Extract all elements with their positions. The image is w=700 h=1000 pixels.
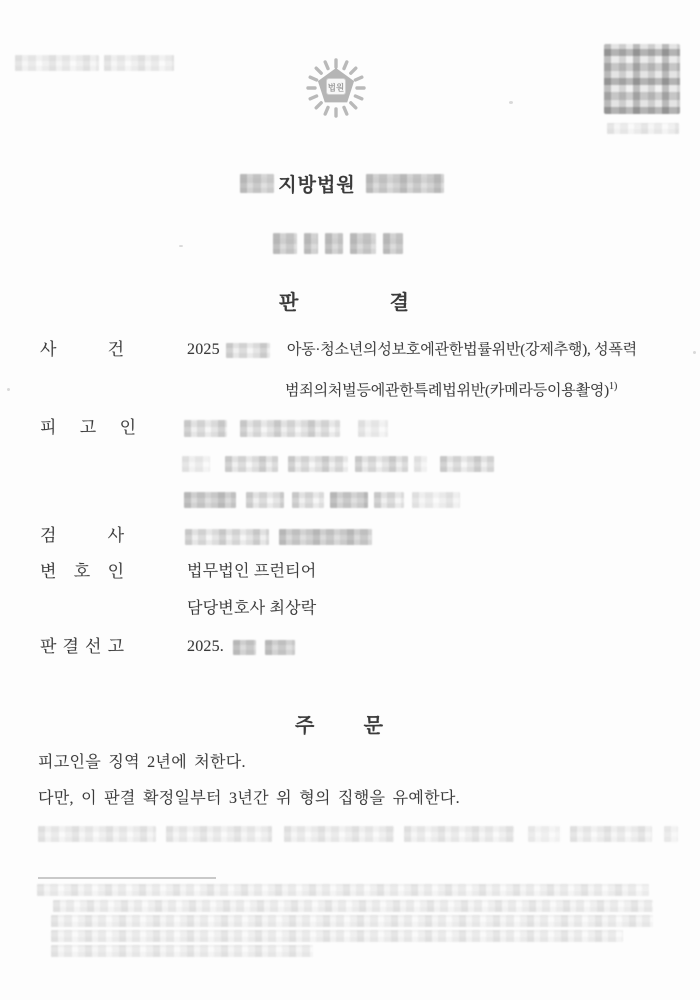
redacted-qr-code (604, 44, 680, 114)
judgment-heading-row (0, 286, 694, 315)
redacted-division-row (0, 232, 688, 254)
redacted-defendant-info (240, 420, 340, 437)
disposition-heading-row (0, 709, 689, 738)
sentencing-date-label: 판 결 선 고 (40, 637, 124, 656)
redacted-defendant-registration (412, 492, 460, 508)
court-title-row (0, 172, 692, 194)
case-charge-line2: 범죄의처벌등에관한특례법위반(카메라등이용촬영) (285, 383, 609, 399)
redacted-footnote-line (53, 900, 653, 912)
case-value-line2 (285, 378, 617, 400)
case-charge-line1: 아동·청소년의성보호에관한법률위반(강제추행), 성폭력 (286, 342, 637, 358)
redacted-division-block (350, 233, 376, 254)
redacted-court-city (240, 174, 274, 193)
redacted-defendant-registration (246, 492, 284, 508)
redacted-defendant-name (184, 420, 227, 437)
disposition-line1: 피고인을 징역 2년에 처한다. (38, 754, 246, 771)
counsel-firm: 법무법인 프런티어 (187, 563, 317, 580)
redacted-defendant-address (414, 456, 427, 472)
case-year: 2025 (187, 341, 220, 358)
court-seal-emblem (306, 55, 366, 123)
redacted-defendant-registration (292, 492, 324, 508)
disposition-heading: 주 문 (295, 715, 383, 737)
scan-noise-speck (509, 101, 513, 104)
redacted-division-block (383, 233, 403, 254)
redacted-disposition-line3 (664, 826, 678, 842)
judgment-heading: 판 결 (279, 292, 409, 314)
seal-text: 법원 (327, 82, 345, 93)
disposition-line2: 다만, 이 판결 확정일부터 3년간 위 형의 집행을 유예한다. (38, 790, 460, 807)
footnote-divider (38, 877, 216, 879)
redacted-division-block (273, 233, 297, 254)
footnote-marker: 1) (608, 381, 618, 392)
redacted-defendant-registration (184, 492, 236, 508)
redacted-court-branch (366, 174, 444, 193)
redacted-defendant-address (182, 456, 210, 472)
redacted-defendant-address (225, 456, 278, 472)
redacted-qr-caption (607, 123, 679, 134)
court-seal (306, 55, 366, 128)
scan-noise-speck (7, 388, 10, 391)
redacted-defendant-registration (374, 492, 404, 508)
redacted-disposition-line3 (284, 826, 394, 842)
redacted-footnote-line (37, 884, 649, 896)
redacted-defendant-registration (330, 492, 368, 508)
redacted-header-left-1 (15, 55, 99, 71)
redacted-header-left-2 (104, 55, 174, 71)
redacted-prosecutor-name (185, 529, 269, 545)
redacted-footnote-line (51, 945, 313, 957)
sentencing-date-value (187, 638, 295, 656)
defendant-label: 피 고 인 (40, 418, 136, 437)
redacted-footnote-line (51, 930, 623, 942)
redacted-disposition-line3 (570, 826, 652, 842)
case-value-line1 (187, 341, 637, 359)
redacted-footnote-line (51, 915, 653, 927)
redacted-division-block (325, 233, 343, 254)
redacted-defendant-address (355, 456, 408, 472)
case-label: 사 건 (40, 340, 124, 359)
counsel-label: 변 호 인 (40, 562, 124, 581)
sentencing-year: 2025. (187, 638, 224, 655)
redacted-disposition-line3 (38, 826, 156, 842)
redacted-prosecutor-name (279, 529, 372, 545)
court-name: 지방법원 (278, 174, 356, 196)
prosecutor-label: 검 사 (40, 526, 124, 545)
redacted-division-block (304, 233, 318, 254)
redacted-defendant-address (440, 456, 494, 472)
redacted-defendant-info (358, 420, 388, 437)
redacted-disposition-line3 (166, 826, 272, 842)
counsel-attorney: 담당변호사 최상락 (187, 600, 317, 617)
redacted-disposition-line3 (528, 826, 560, 842)
redacted-sentencing-day (265, 640, 295, 655)
redacted-sentencing-month (233, 640, 256, 655)
scan-noise-speck (693, 351, 696, 354)
redacted-disposition-line3 (404, 826, 514, 842)
redacted-case-number (226, 343, 270, 358)
redacted-defendant-address (288, 456, 348, 472)
